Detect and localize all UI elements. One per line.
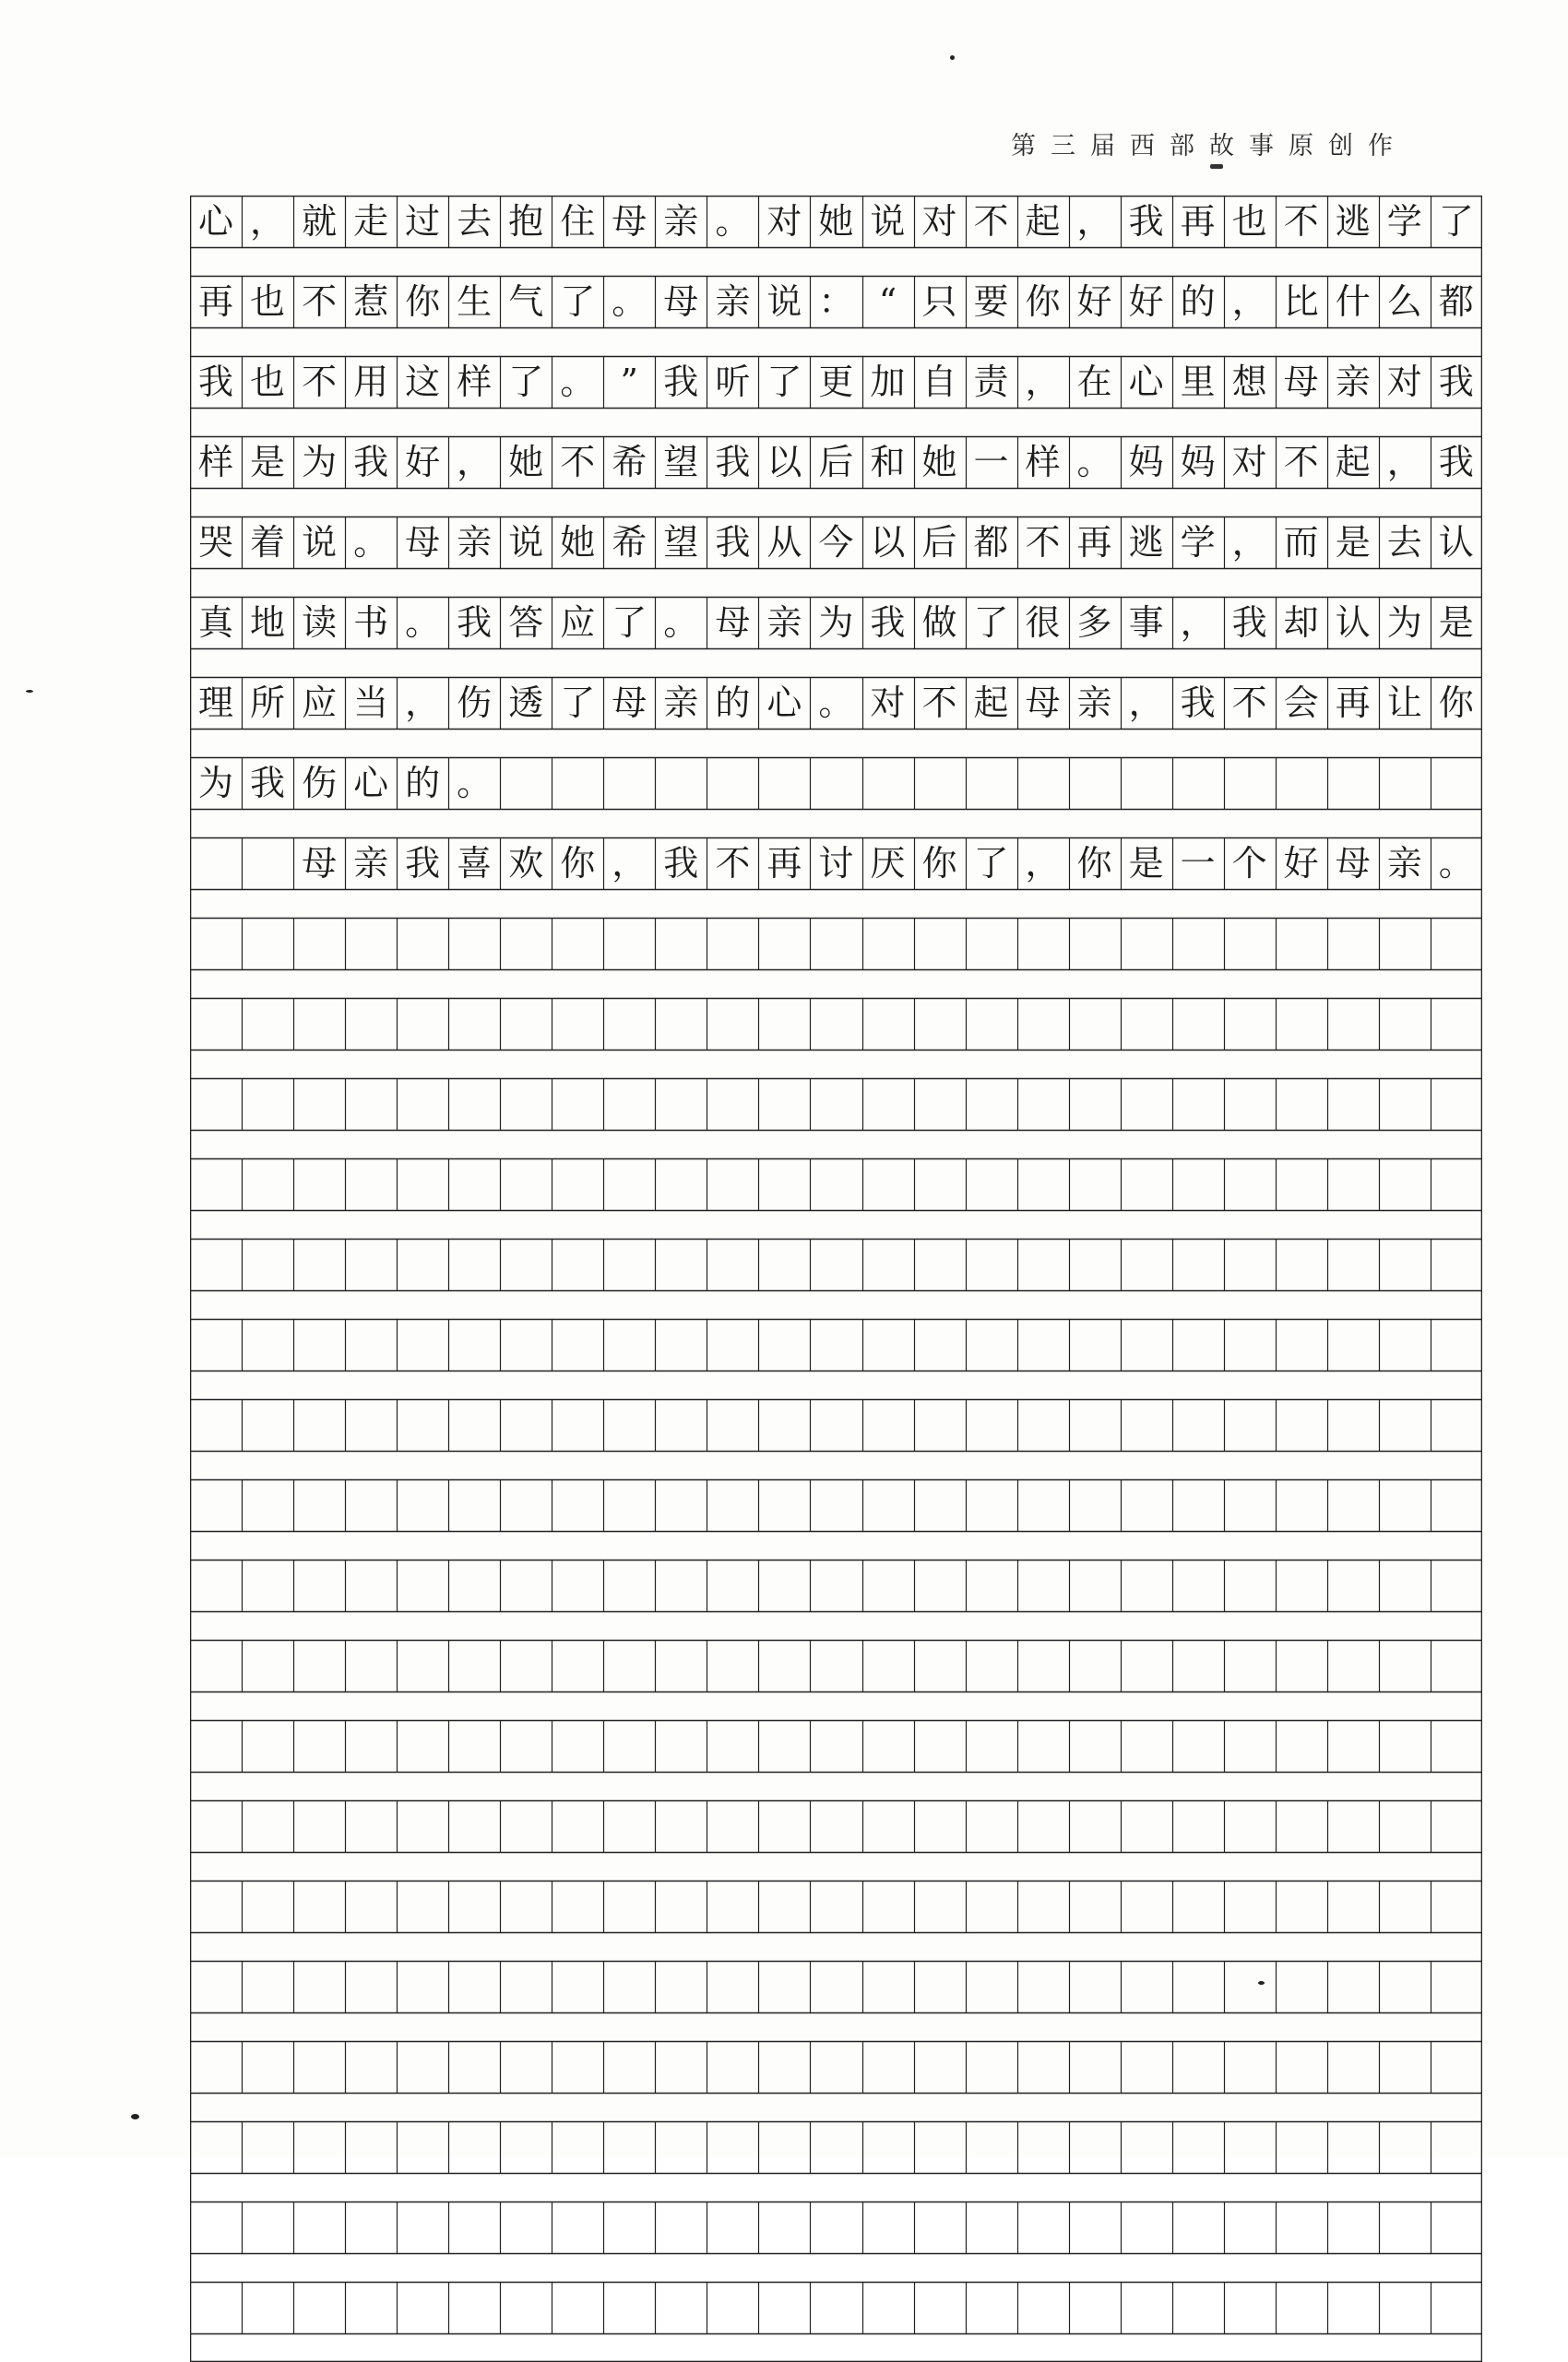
ink-speck: [950, 55, 955, 60]
text-line: 为 我 伤 心 的 。: [198, 763, 493, 803]
text-line: 样 是 为 我 好 ， 她 不 希 望 我 以 后 和 她 一 样 。 妈 妈 对 不 起 ， 我: [198, 442, 1474, 482]
text-line: 理 所 应 当 ， 伤 透 了 母 亲 的 心 。 对 不 起 母 亲 ， 我 不 会 再 让 你: [198, 682, 1474, 723]
text-line: 我 也 不 用 这 样 了 。 ” 我 听 了 更 加 自 责 ， 在 心 里 想 母 亲 对 我: [198, 362, 1474, 402]
contest-title: 第三届西部故事原创作: [1011, 132, 1408, 160]
text-line: 母 亲 我 喜 欢 你 ， 我 不 再 讨 厌 你 了 ， 你 是 一 个 好 母 亲 。: [302, 843, 1474, 884]
text-line: 再 也 不 惹 你 生 气 了 。 母 亲 说 ： “ 只 要 你 好 好 的 ， 比 什 么 都: [198, 281, 1474, 322]
ink-speck: [1258, 1981, 1265, 1985]
ink-mark: [1210, 164, 1223, 169]
text-line: 真 地 读 书 。 我 答 应 了 。 母 亲 为 我 做 了 很 多 事 ， 我 却 认 为 是: [198, 602, 1474, 643]
text-line: 哭 着 说 。 母 亲 说 她 希 望 我 从 今 以 后 都 不 再 逃 学 ， 而 是 去 认: [198, 522, 1474, 563]
manuscript-grid: [190, 196, 1482, 2362]
text-line: 心 ， 就 走 过 去 抱 住 母 亲 。 对 她 说 对 不 起 ， 我 再 也 不 逃 学 了: [198, 201, 1474, 242]
ink-speck: [26, 690, 33, 693]
ink-speck: [131, 2114, 139, 2119]
